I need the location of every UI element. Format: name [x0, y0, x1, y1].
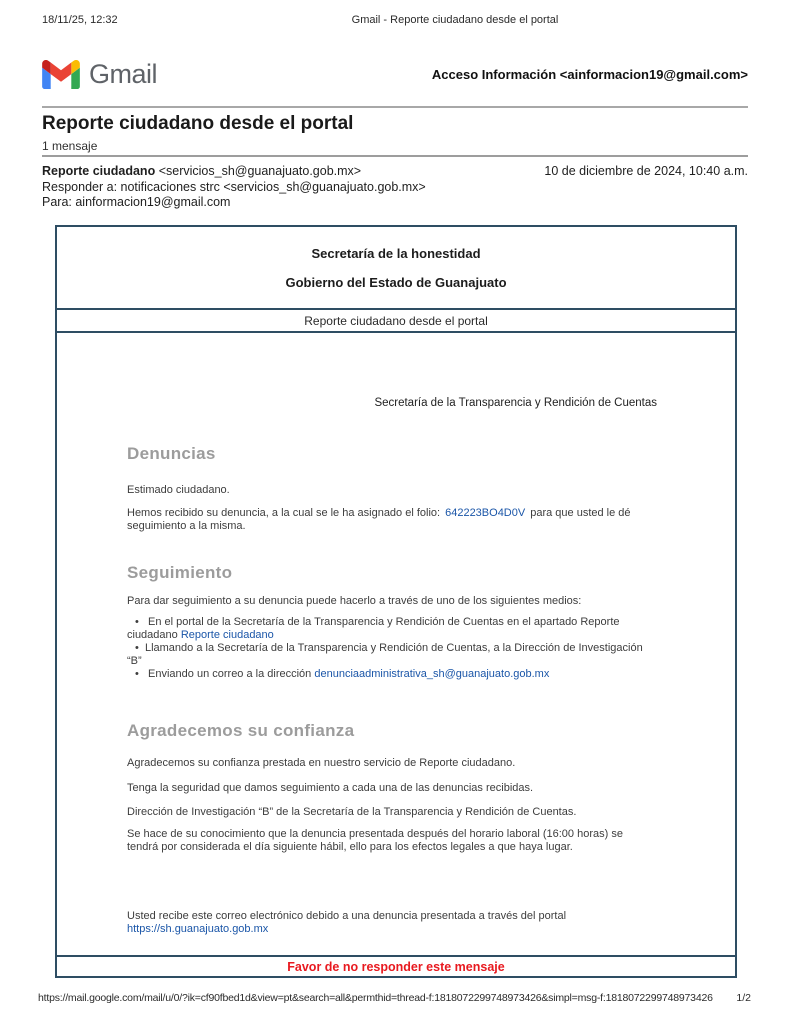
folio-text-after: para que usted le dé seguimiento a la misma.	[127, 507, 631, 532]
email-body-table	[55, 225, 737, 978]
paragraph: Dirección de Investigación “B” de la Secretaría de la Transparencia y Rendición de Cuentas.	[127, 806, 577, 818]
print-title: Gmail - Reporte ciudadano desde el portal	[351, 14, 559, 26]
gmail-logo	[42, 59, 157, 90]
gmail-m-icon	[42, 60, 80, 89]
gmail-logo-text: Gmail	[89, 58, 158, 89]
list-item: • Llamando a la Secretaría de la Transparencia y Rendición de Cuentas, a la Dirección de Investigación “B”	[127, 642, 657, 668]
footer-note-text: Usted recibe este correo electrónico debido a una denuncia presentada a través del portal	[127, 910, 567, 922]
bullet3-text: Enviando un correo a la dirección	[148, 668, 315, 680]
folio-number: 642223BO4D0V	[445, 507, 526, 519]
seguimiento-intro: Para dar seguimiento a su denuncia puede hacerlo a través de uno de los siguientes medios:	[127, 595, 582, 607]
to-line: Para: ainformacion19@gmail.com	[42, 195, 231, 209]
message-date: 10 de diciembre de 2024, 10:40 a.m.	[544, 164, 748, 178]
reply-to-line: Responder a: notificaciones strc <servicios_sh@guanajuato.gob.mx>	[42, 179, 426, 194]
bullet1-text: En el portal de la Secretaría de la Transparencia y Rendición de Cuentas en el apartado Reporte ciudadano	[127, 616, 620, 641]
reporte-ciudadano-link[interactable]: Reporte ciudadano	[180, 629, 274, 641]
department-line: Secretaría de la Transparencia y Rendición de Cuentas	[374, 397, 657, 409]
denuncia-email-link[interactable]: denunciaadministrativa_sh@guanajuato.gob.mx	[314, 668, 550, 680]
list-item	[127, 668, 657, 681]
org-header	[57, 227, 735, 310]
header-divider	[42, 106, 748, 108]
sender-email: <servicios_sh@guanajuato.gob.mx>	[155, 164, 362, 178]
org-name-line1: Secretaría de la honestidad	[311, 245, 481, 261]
section-heading-agradecemos: Agradecemos su confianza	[127, 721, 355, 740]
sender-name: Reporte ciudadano	[42, 164, 156, 178]
print-footer-url: https://mail.google.com/mail/u/0/?ik=cf90fbed1d&view=pt&search=all&permthid=thread-f:1818072299748973426&simpl=msg-f:1818072299748973426	[38, 992, 713, 1004]
print-header	[42, 14, 749, 28]
subject-divider	[42, 155, 748, 157]
list-item	[127, 616, 657, 642]
email-subject-title: Reporte ciudadano desde el portal	[42, 113, 354, 134]
print-footer	[38, 992, 751, 1004]
email-body-subtitle: Reporte ciudadano desde el portal	[57, 310, 735, 333]
section-heading-seguimiento: Seguimiento	[127, 563, 233, 582]
section-heading-denuncias: Denuncias	[127, 444, 216, 463]
paragraph: Tenga la seguridad que damos seguimiento a cada una de las denuncias recibidas.	[127, 782, 534, 794]
print-footer-page-number: 1/2	[736, 992, 751, 1004]
folio-paragraph	[127, 507, 657, 533]
message-header	[42, 164, 748, 211]
account-info: Acceso Información <ainformacion19@gmail.com>	[431, 66, 748, 82]
gmail-header	[42, 54, 748, 94]
no-reply-banner: Favor de no responder este mensaje	[57, 955, 735, 976]
subject-block	[42, 113, 749, 153]
paragraph: Agradecemos su confianza prestada en nuestro servicio de Reporte ciudadano.	[127, 757, 516, 769]
email-body-content	[57, 333, 735, 955]
folio-text-before: Hemos recibido su denuncia, a la cual se le ha asignado el folio:	[127, 507, 441, 519]
message-count: 1 mensaje	[42, 139, 98, 153]
footer-note	[127, 910, 657, 936]
greeting-text: Estimado ciudadano.	[127, 484, 230, 496]
org-name-line2: Gobierno del Estado de Guanajuato	[285, 274, 507, 290]
seguimiento-options-list	[127, 616, 657, 681]
paragraph: Se hace de su conocimiento que la denuncia presentada después del horario laboral (16:00 horas) se tendrá por considerada el día siguiente hábil, ello para los efectos legales a que haya lugar.	[127, 828, 623, 853]
portal-link[interactable]: https://sh.guanajuato.gob.mx	[127, 923, 269, 935]
print-datetime: 18/11/25, 12:32	[42, 14, 118, 26]
